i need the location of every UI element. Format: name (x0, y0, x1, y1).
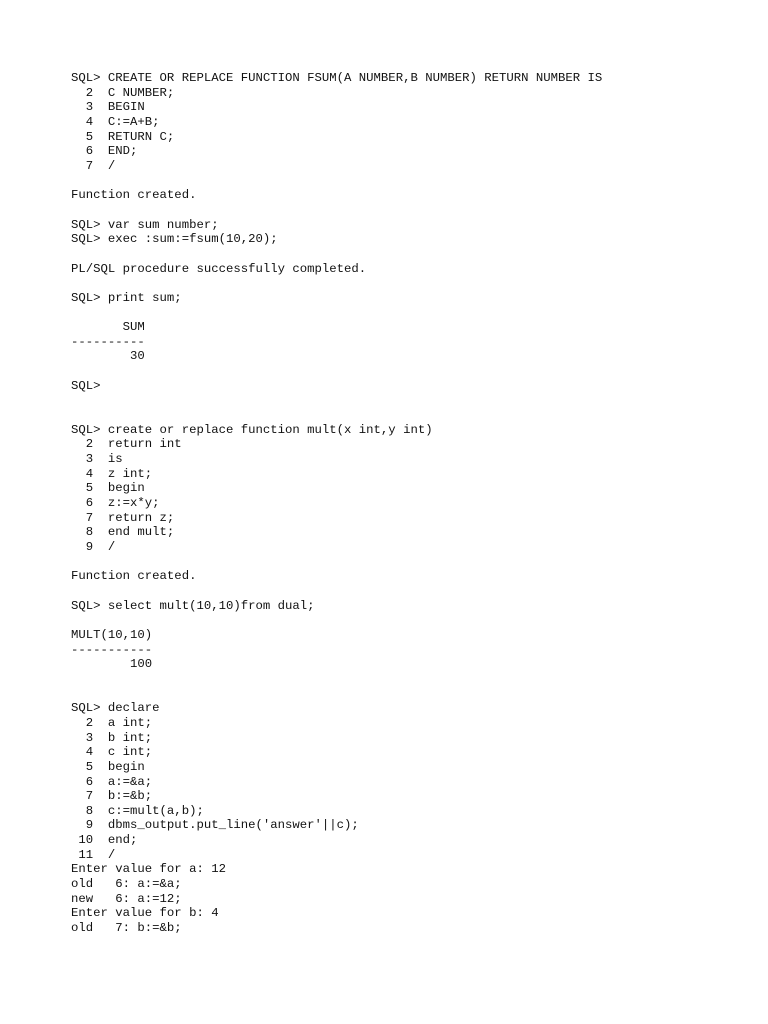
transcript-line: Enter value for a: 12 (71, 862, 226, 877)
transcript-line: ---------- (71, 334, 145, 349)
transcript-line (71, 203, 751, 218)
transcript-line: 2 return int (71, 437, 182, 452)
transcript-line: 2 C NUMBER; (71, 85, 175, 100)
transcript-line: MULT(10,10) (71, 627, 153, 642)
transcript-line: 10 end; (71, 833, 138, 848)
transcript-line: 9 / (71, 540, 116, 554)
transcript-line: Function created. (71, 188, 197, 203)
transcript-line: new 6: a:=12; (71, 891, 182, 906)
transcript-line: SUM (71, 320, 145, 335)
transcript-line (71, 672, 751, 687)
transcript-line: 3 is (71, 452, 123, 467)
transcript-line: PL/SQL procedure successfully completed. (71, 261, 367, 276)
transcript-line (71, 276, 751, 291)
transcript-line: ----------- (71, 642, 153, 657)
transcript-line: 8 end mult; (71, 525, 175, 540)
transcript-line: 100 (71, 657, 153, 672)
transcript-line: SQL> print sum; (71, 290, 182, 305)
transcript-line: SQL> declare (71, 701, 160, 716)
transcript-line: 5 begin (71, 481, 145, 496)
transcript-line (71, 555, 751, 570)
transcript-line: 6 z:=x*y; (71, 496, 160, 511)
transcript-line: 8 c:=mult(a,b); (71, 803, 204, 818)
transcript-line: 4 c int; (71, 745, 153, 760)
transcript-line: 7 / (71, 158, 116, 173)
transcript-line (71, 408, 751, 423)
transcript-line: old 7: b:=&b; (71, 921, 182, 936)
transcript-line: 4 z int; (71, 466, 153, 481)
transcript-line: 5 RETURN C; (71, 129, 175, 144)
transcript-line: 9 dbms_output.put_line('answer'||c); (71, 818, 359, 833)
transcript-line: SQL> select mult(10,10)from dual; (71, 598, 315, 613)
sql-session-transcript (71, 71, 751, 936)
transcript-line: SQL> create or replace function mult(x int,y int) (71, 422, 433, 437)
transcript-line: 2 a int; (71, 715, 153, 730)
transcript-line: 6 END; (71, 144, 138, 159)
transcript-line: 4 C:=A+B; (71, 114, 160, 129)
transcript-line: 7 return z; (71, 510, 175, 525)
transcript-line: Function created. (71, 569, 197, 584)
transcript-line (71, 364, 751, 379)
transcript-line: 6 a:=&a; (71, 774, 153, 789)
transcript-line: SQL> CREATE OR REPLACE FUNCTION FSUM(A NUMBER,B NUMBER) RETURN NUMBER IS (71, 71, 603, 85)
transcript-line: 5 begin (71, 759, 145, 774)
transcript-line (71, 306, 751, 321)
transcript-line: 7 b:=&b; (71, 789, 153, 804)
transcript-line (71, 613, 751, 628)
transcript-line (71, 687, 751, 702)
transcript-line: SQL> exec :sum:=fsum(10,20); (71, 232, 278, 247)
transcript-line: 30 (71, 349, 145, 364)
transcript-line (71, 393, 751, 408)
transcript-line: SQL> (71, 378, 101, 393)
transcript-line: 3 BEGIN (71, 100, 145, 115)
transcript-line: SQL> var sum number; (71, 217, 219, 232)
transcript-line: 3 b int; (71, 730, 153, 745)
transcript-line: Enter value for b: 4 (71, 906, 219, 921)
transcript-line (71, 174, 751, 189)
transcript-line: old 6: a:=&a; (71, 877, 182, 892)
transcript-line (71, 584, 751, 599)
transcript-line (71, 247, 751, 262)
transcript-line: 11 / (71, 847, 116, 862)
